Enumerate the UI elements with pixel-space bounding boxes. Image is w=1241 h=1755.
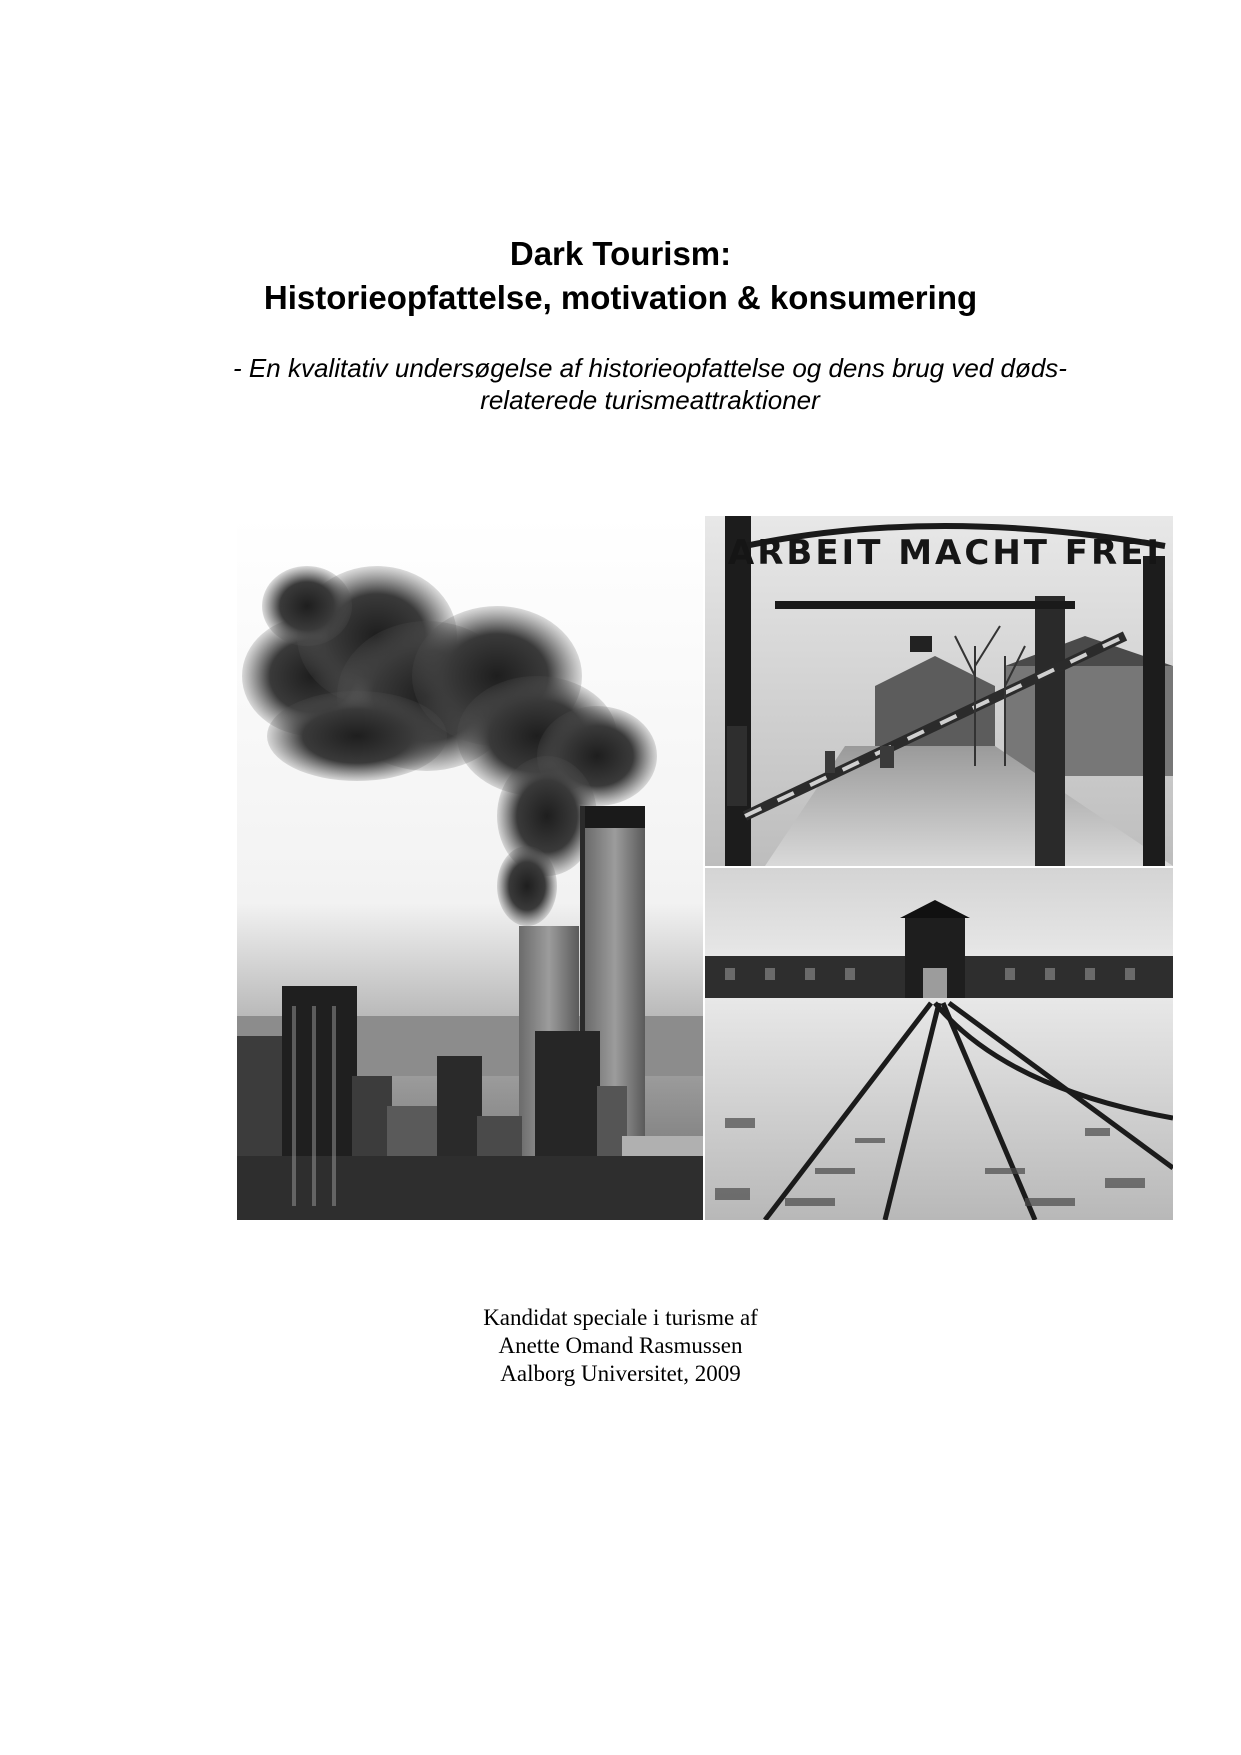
document-title (0, 232, 1241, 320)
credits-line-1: Kandidat speciale i turisme af (483, 1305, 758, 1330)
camp-gate-photo (705, 516, 1173, 866)
cover-photo-collage (237, 516, 1173, 1220)
subtitle-line-2: relaterede turismeattraktioner (480, 385, 820, 415)
credits-author: Anette Omand Rasmussen (498, 1333, 743, 1358)
author-credits (0, 1304, 1241, 1388)
title-line-2: Historieopfattelse, motivation & konsumering (263, 279, 978, 316)
twin-towers-photo (237, 516, 703, 1220)
railway-camp-photo (705, 868, 1173, 1220)
credits-university-year: Aalborg Universitet, 2009 (500, 1361, 741, 1386)
title-line-1: Dark Tourism: (509, 235, 732, 272)
gate-sign-text: ARBEIT MACHT FREI (727, 533, 1163, 573)
subtitle-line-1: - En kvalitativ undersøgelse af historieopfattelse og dens brug ved døds- (233, 353, 1067, 383)
document-subtitle (150, 352, 1150, 416)
